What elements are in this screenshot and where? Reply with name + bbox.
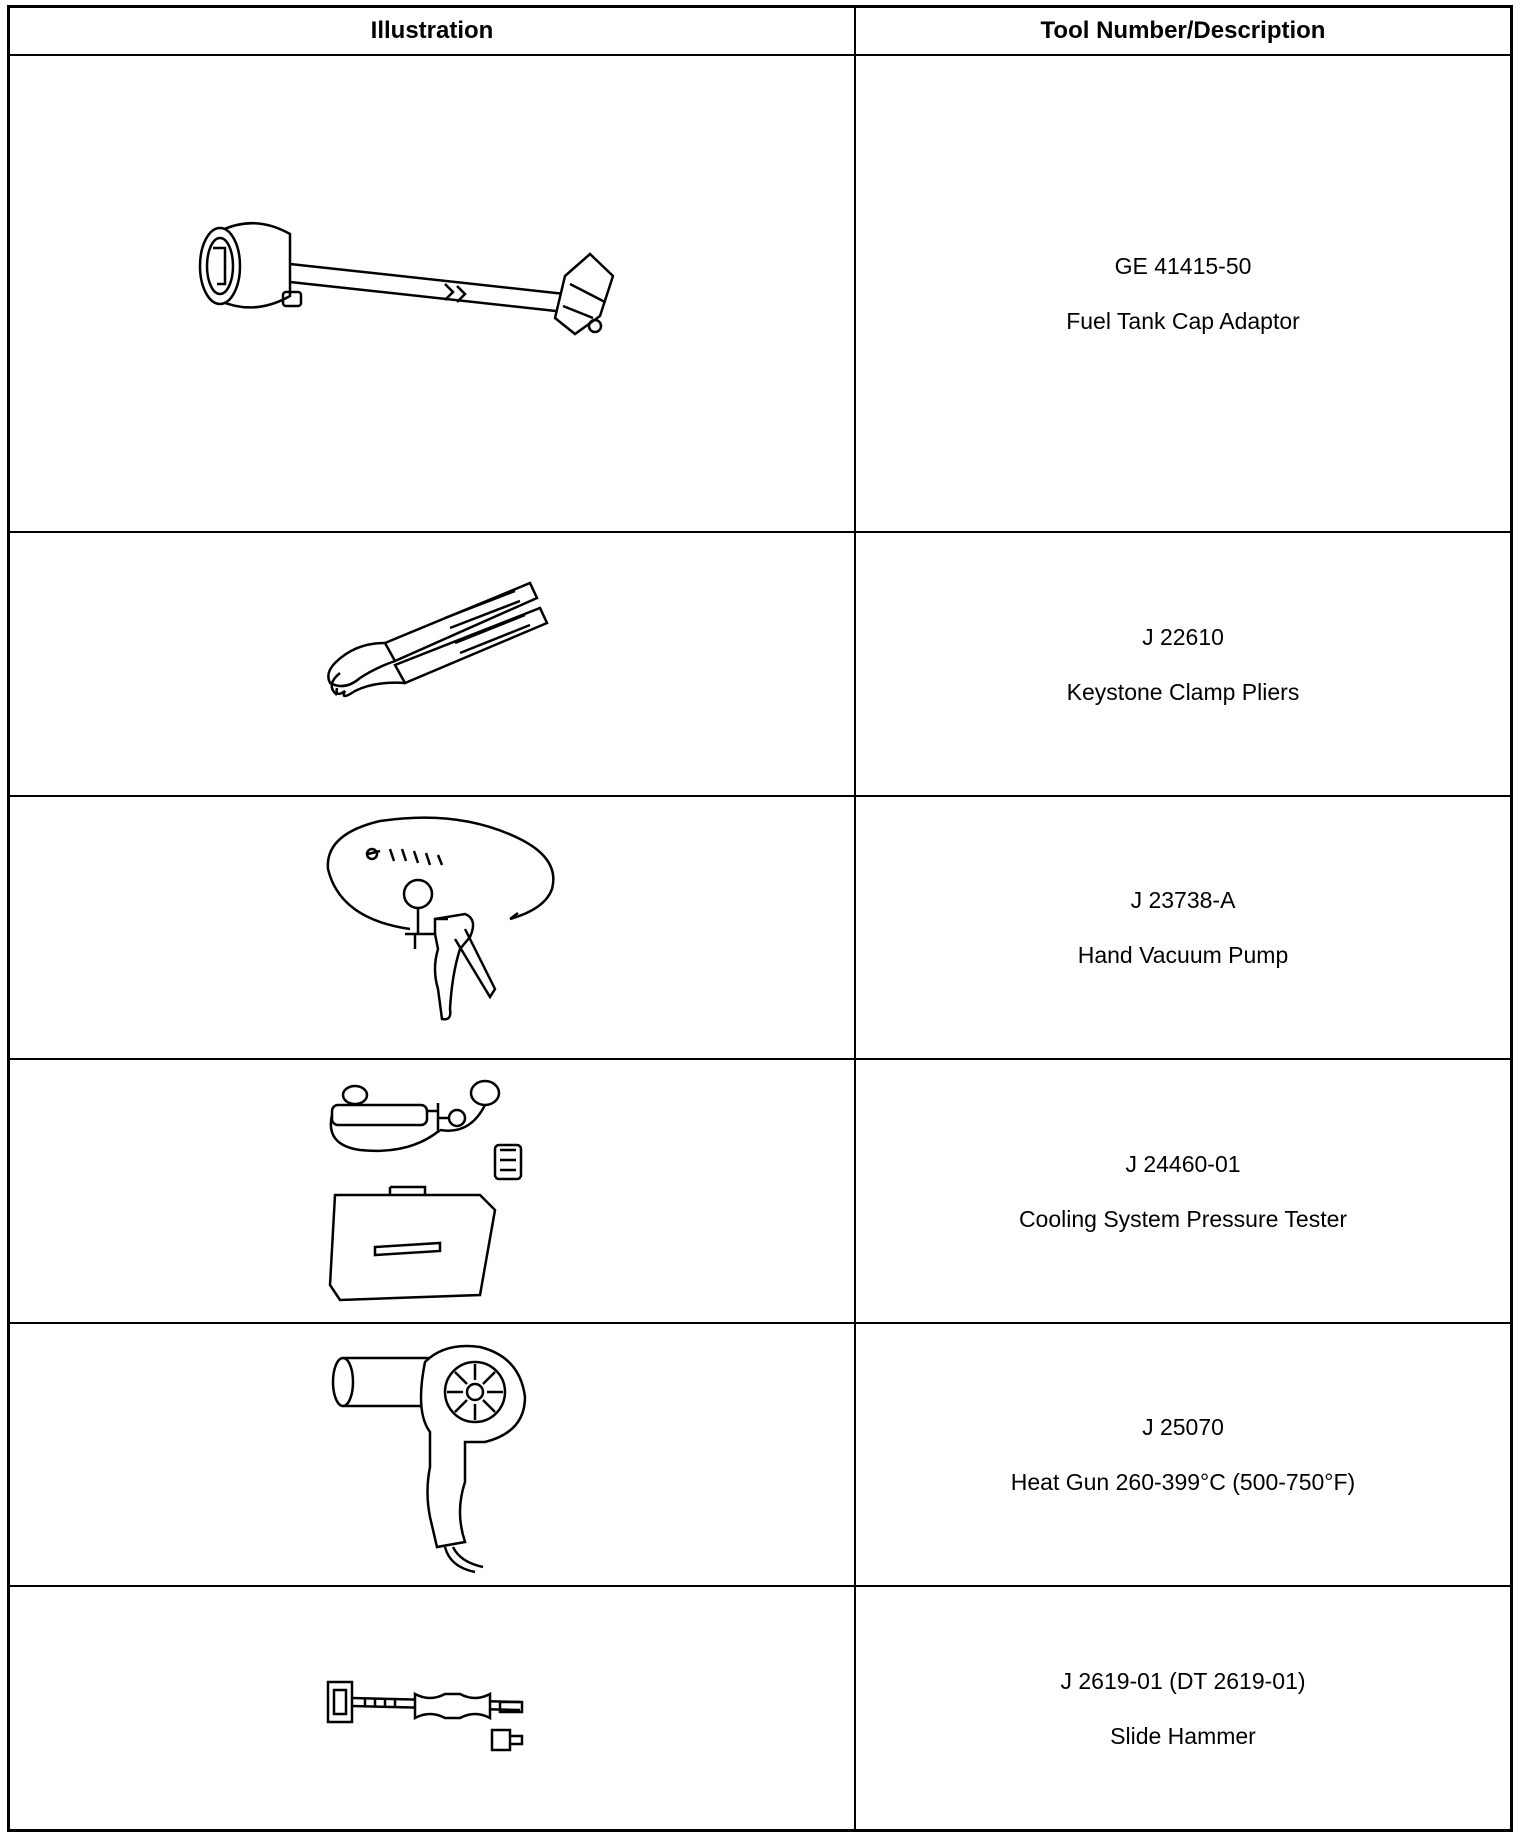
tool-number: J 25070 [1142,1414,1224,1440]
tool-cell [856,1587,1510,1829]
tool-number: J 22610 [1142,623,1224,650]
illustration-cell [10,1324,854,1585]
table-header [10,8,1510,56]
table-row [10,1587,1510,1829]
tool-cell [856,56,1510,531]
tool-cell [856,533,1510,795]
table-row [10,56,1510,533]
tool-number: GE 41415-50 [1114,253,1252,279]
tool-description: Keystone Clamp Pliers [1066,678,1300,705]
tool-description: Heat Gun 260-399°C (500-750°F) [1010,1469,1356,1495]
table-row [10,1324,1510,1587]
tool-number: J 23738-A [1130,887,1236,913]
tool-description: Slide Hammer [1110,1722,1256,1749]
tool-description: Cooling System Pressure Tester [1018,1205,1348,1232]
special-tools-table [7,5,1513,1832]
table-row [10,797,1510,1060]
tool-number: J 24460-01 [1125,1150,1241,1177]
tool-cell [856,1324,1510,1585]
keystone-clamp-pliers-icon [315,573,565,703]
heat-gun-icon [325,1342,545,1577]
cooling-system-pressure-tester-icon [320,1075,550,1315]
illustration-cell [10,533,854,795]
illustration-header: Illustration [370,17,494,44]
hand-vacuum-pump-icon [320,809,560,1049]
tool-cell [856,1060,1510,1322]
illustration-cell [10,797,854,1058]
illustration-cell [10,1587,854,1829]
tool-description: Hand Vacuum Pump [1077,942,1289,968]
fuel-tank-cap-adaptor-icon [195,206,685,396]
slide-hammer-icon [320,1672,560,1762]
tool-cell [856,797,1510,1058]
illustration-cell [10,56,854,531]
tool-number: J 2619-01 (DT 2619-01) [1060,1667,1306,1694]
tool-description-header: Tool Number/Description [1040,17,1326,44]
illustration-cell [10,1060,854,1322]
tool-description: Fuel Tank Cap Adaptor [1066,308,1300,334]
table-row [10,1060,1510,1324]
table-row [10,533,1510,797]
